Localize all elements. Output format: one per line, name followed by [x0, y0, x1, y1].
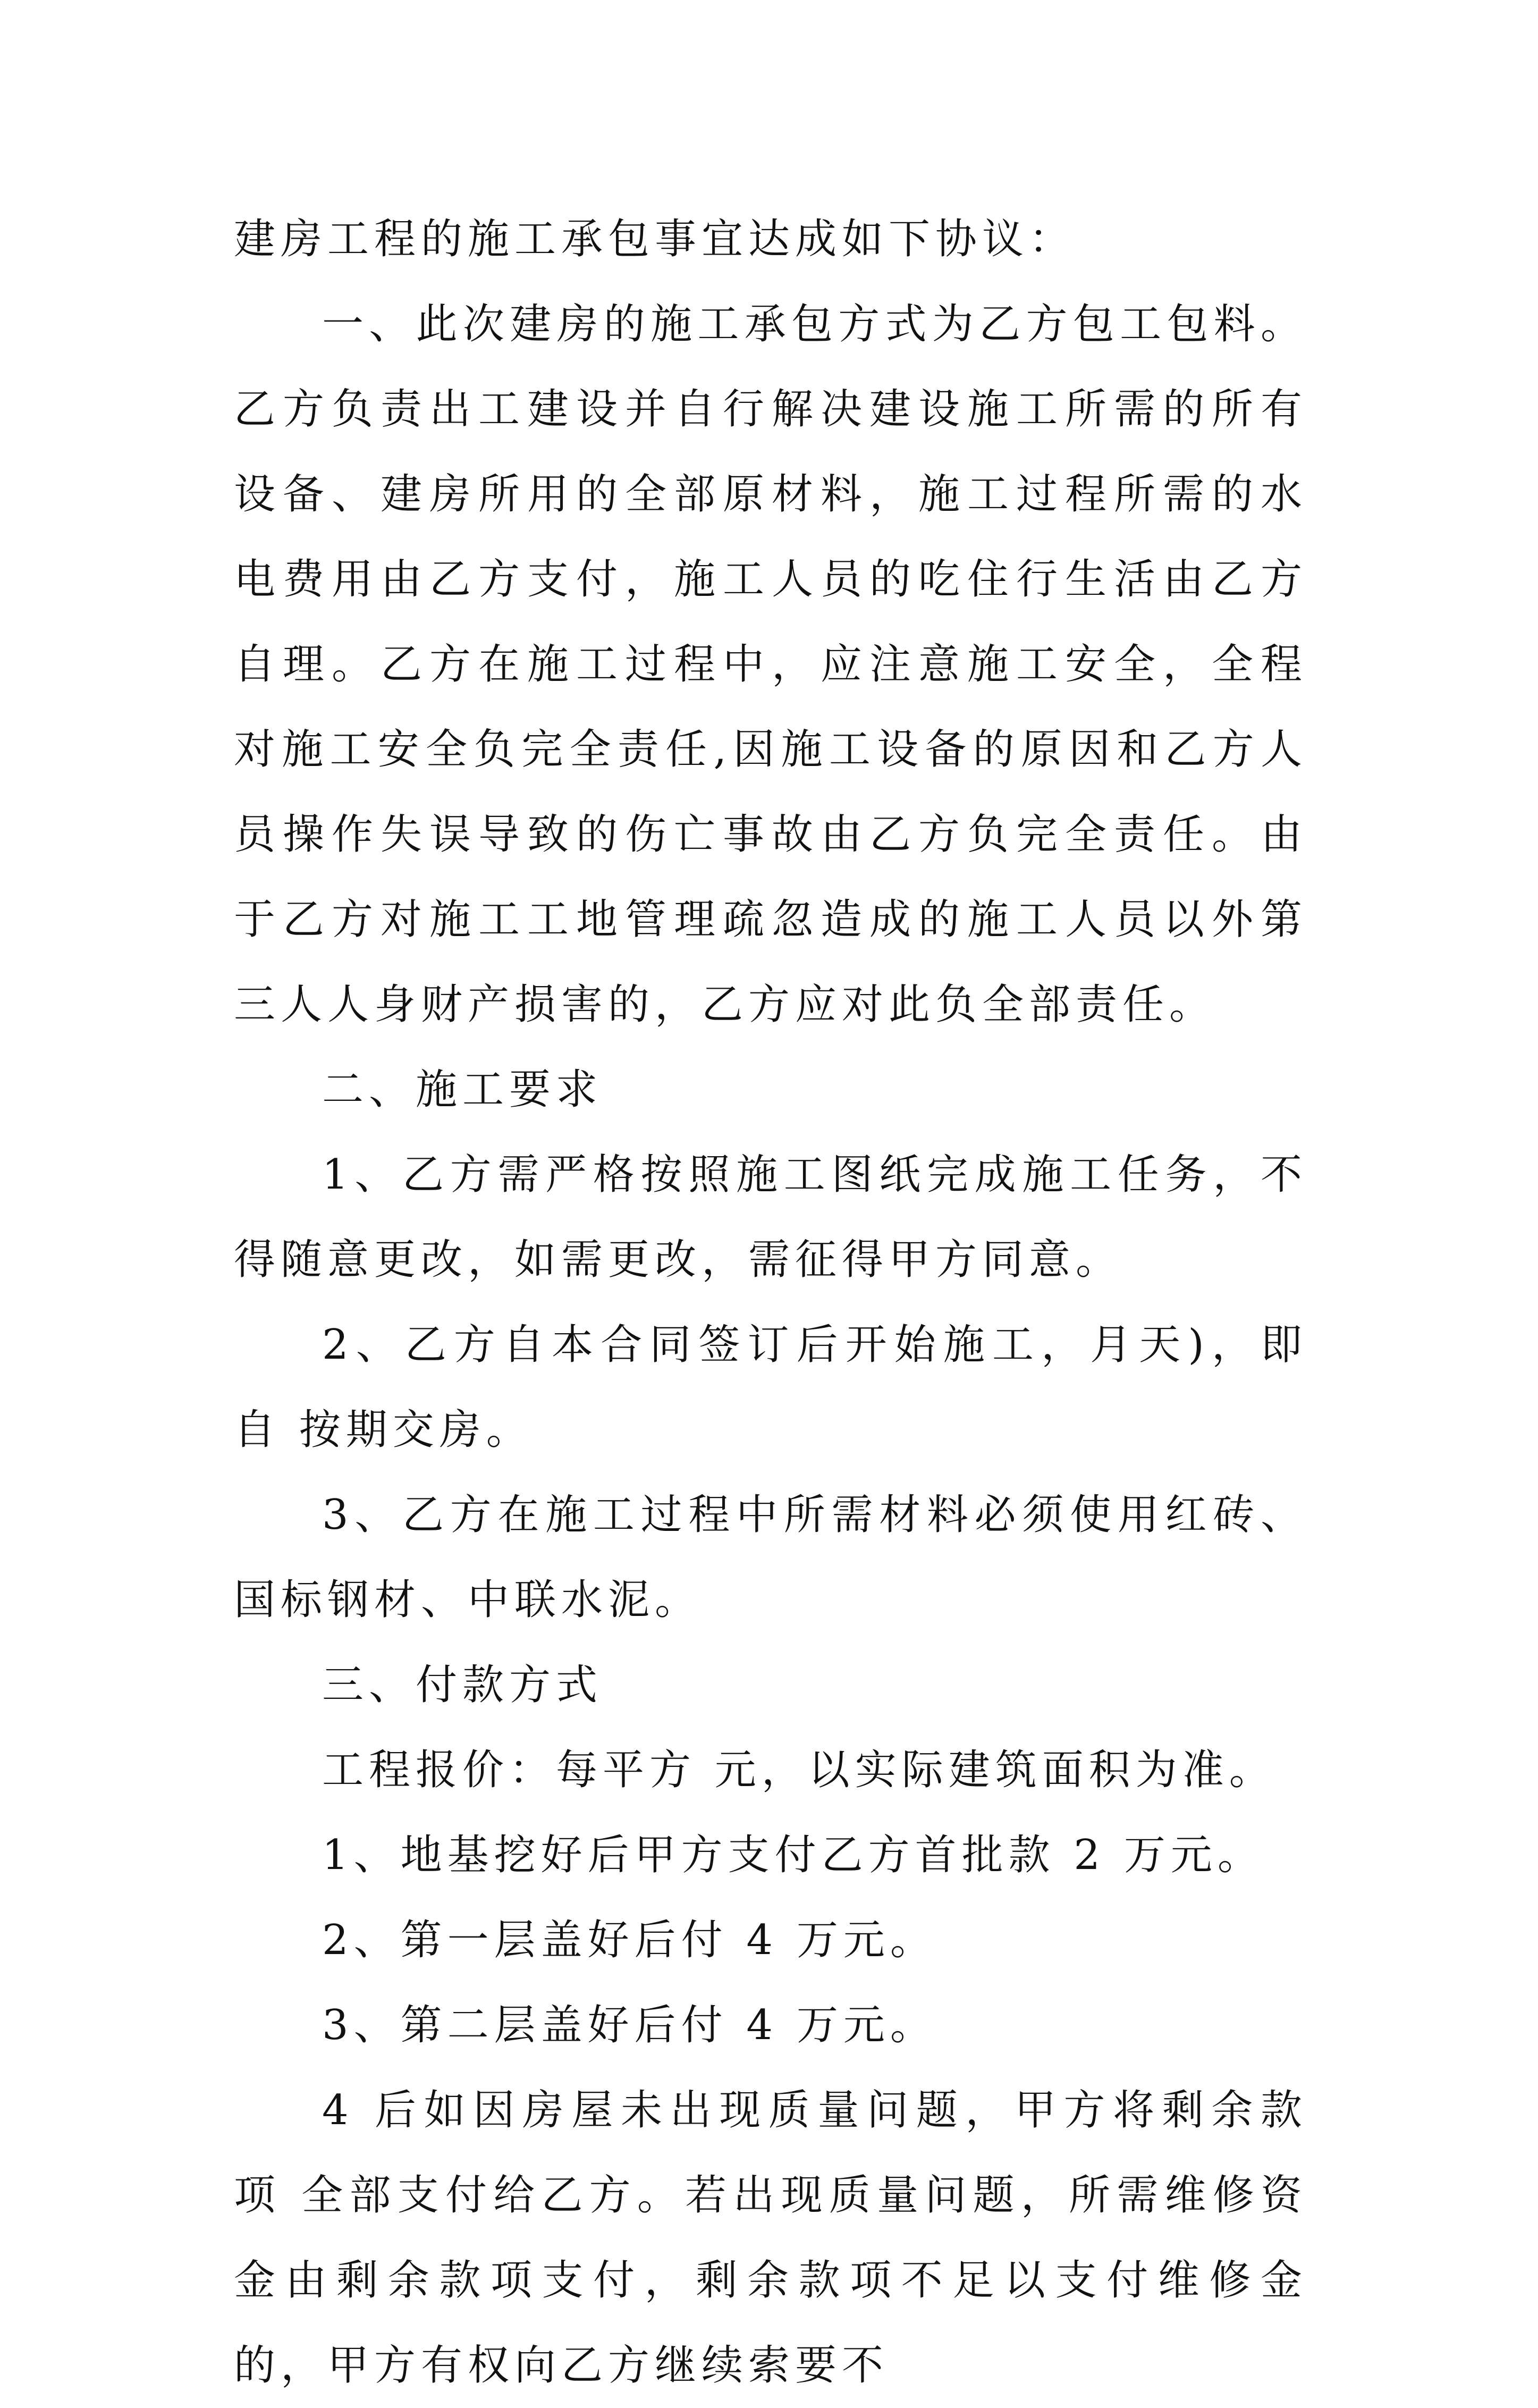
paragraph-project-quote: 工程报价：每平方 元，以实际建筑面积为准。	[322, 1746, 1276, 1794]
paragraph-payment-3: 3、第二层盖好后付 4 万元。	[322, 2001, 937, 2049]
paragraph-intro: 建房工程的施工承包事宜达成如下协议：	[234, 215, 1076, 263]
paragraph-payment-1: 1、地基挖好后甲方支付乙方首批款 2 万元。	[322, 1831, 1264, 1879]
paragraph-payment-2: 2、第一层盖好后付 4 万元。	[322, 1916, 937, 1964]
paragraph-requirement-1: 1、乙方需严格按照施工图纸完成施工任务，不得随意更改，如需更改，需征得甲方同意。	[234, 1151, 1307, 1284]
paragraph-payment-4: 4 后如因房屋未出现质量问题，甲方将剩余款项 全部支付给乙方。若出现质量问题，所需维修资金由剩余款项支付，剩余款项不足以支付维修金的，甲方有权向乙方继续索要不	[234, 2086, 1307, 2389]
paragraph-clause-1: 一、此次建房的施工承包方式为乙方包工包料。乙方负责出工建设并自行解决建设施工所需的所有设备、建房所用的全部原材料，施工过程所需的水电费用由乙方支付，施工人员的吃住行生活由乙方自理。乙方在施工过程中，应注意施工安全，全程对施工安全负完全责任,因施工设备的原因和乙方人员操作失误导致的伤亡事故由乙方负完全责任。由于乙方对施工工地管理疏忽造成的施工人员以外第三人人身财产损害的，乙方应对此负全部责任。	[234, 300, 1307, 1029]
section-heading-payment-method: 三、付款方式	[322, 1661, 603, 1709]
section-heading-construction-requirements: 二、施工要求	[322, 1066, 603, 1114]
contract-body	[234, 197, 1307, 2408]
paragraph-requirement-2: 2、乙方自本合同签订后开始施工，月天)，即自 按期交房。	[234, 1321, 1307, 1454]
paragraph-requirement-3: 3、乙方在施工过程中所需材料必须使用红砖、国标钢材、中联水泥。	[234, 1491, 1307, 1624]
